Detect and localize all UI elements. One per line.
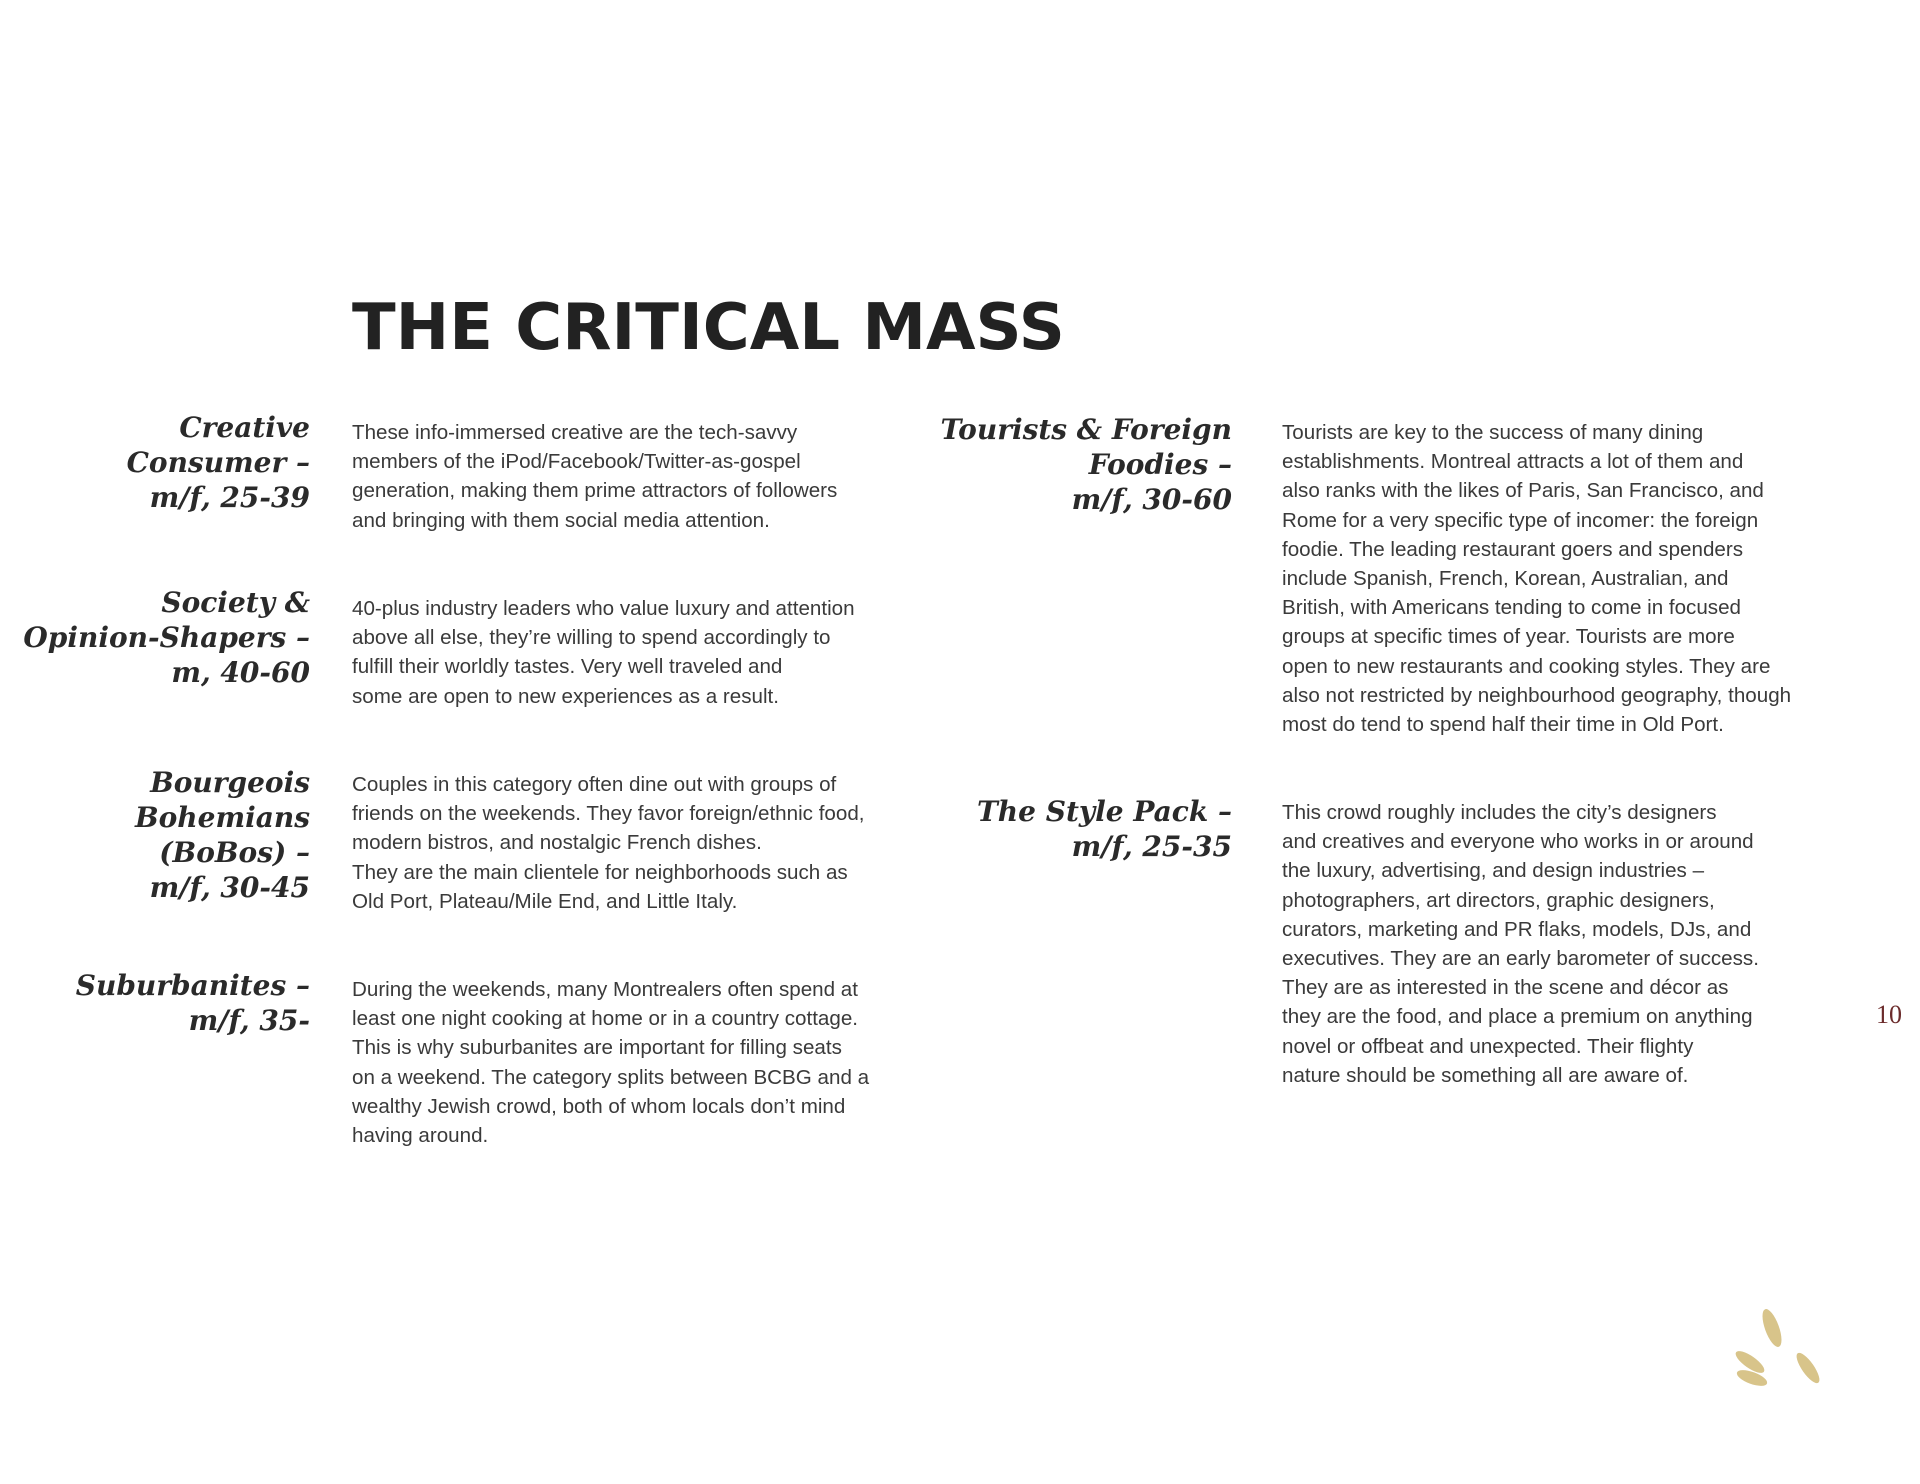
segment-body-line: Old Port, Plateau/Mile End, and Little Italy. xyxy=(352,889,738,913)
segment-label-line: Foodies – xyxy=(1088,448,1232,481)
segment-body-line: they are the food, and place a premium on anything xyxy=(1282,1005,1753,1029)
segment-label-society-opinion-shapers xyxy=(23,585,310,690)
segment-body-line: on a weekend. The category splits between BCBG and a xyxy=(352,1065,870,1089)
segment-body-tourists-foreign-foodies xyxy=(1282,418,1791,739)
segment-body-line: having around. xyxy=(352,1124,489,1148)
segment-label-line: Consumer – xyxy=(126,446,310,479)
segment-body-line: and bringing with them social media attention. xyxy=(352,508,770,532)
segment-body-line: most do tend to spend half their time in Old Port. xyxy=(1282,713,1724,737)
segment-body-line: Tourists are key to the success of many dining xyxy=(1282,421,1704,444)
segment-body-society-opinion-shapers xyxy=(352,594,855,711)
page-title: THE CRITICAL MASS xyxy=(352,291,1065,365)
segment-body-line: establishments. Montreal attracts a lot of them and xyxy=(1282,450,1744,474)
segment-label-line: Society & xyxy=(161,586,310,619)
segment-label-line: m/f, 35- xyxy=(188,1004,310,1037)
segment-body-line: These info-immersed creative are the tech-savvy xyxy=(352,421,798,444)
segment-label-style-pack xyxy=(977,794,1232,864)
segment-label-line: Bourgeois xyxy=(150,766,310,799)
segment-label-line: Suburbanites – xyxy=(75,969,310,1002)
page-number: 10 xyxy=(1876,1000,1902,1029)
segment-body-line: some are open to new experiences as a result. xyxy=(352,684,779,708)
segment-body-style-pack xyxy=(1282,798,1759,1090)
segment-label-line: The Style Pack – xyxy=(976,795,1232,828)
segment-body-line: Couples in this category often dine out with groups of xyxy=(352,773,837,796)
segment-body-line: foodie. The leading restaurant goers and spenders xyxy=(1282,537,1744,561)
segment-body-line: above all else, they’re willing to spend accordingly to xyxy=(352,626,831,650)
segment-body-creative-consumer xyxy=(352,418,837,535)
segment-body-line: nature should be something all are aware of. xyxy=(1282,1063,1689,1087)
segment-label-tourists-foreign-foodies xyxy=(941,412,1232,517)
segment-label-creative-consumer xyxy=(127,410,310,515)
segment-label-line: Creative xyxy=(179,411,310,444)
leaf-shape xyxy=(1759,1307,1786,1349)
segment-body-line: wealthy Jewish crowd, both of whom locals don’t mind xyxy=(352,1094,846,1118)
leaves-icon xyxy=(1700,1300,1830,1400)
segment-label-line: Opinion-Shapers – xyxy=(23,621,310,654)
segment-label-line: Tourists & Foreign xyxy=(940,413,1232,446)
segment-body-line: generation, making them prime attractors of followers xyxy=(352,479,838,503)
segment-label-bourgeois-bohemians xyxy=(135,765,310,905)
segment-body-line: They are as interested in the scene and décor as xyxy=(1282,976,1729,1000)
segment-body-line: groups at specific times of year. Tourists are more xyxy=(1282,625,1735,649)
segment-label-line: (BoBos) – xyxy=(159,836,310,869)
segment-body-line: British, with Americans tending to come in focused xyxy=(1282,596,1742,620)
segment-body-line: This crowd roughly includes the city’s designers xyxy=(1282,801,1717,824)
segment-body-line: least one night cooking at home or in a country cottage. xyxy=(352,1007,859,1031)
segment-body-line: include Spanish, French, Korean, Australian, and xyxy=(1282,567,1729,591)
segment-body-line: modern bistros, and nostalgic French dishes. xyxy=(352,831,762,855)
segment-label-line: m/f, 25-39 xyxy=(149,481,310,514)
segment-label-line: m/f, 25-35 xyxy=(1071,830,1232,863)
segment-body-line: photographers, art directors, graphic designers, xyxy=(1282,888,1715,912)
segment-body-line: also not restricted by neighbourhood geography, though xyxy=(1282,683,1792,707)
segment-label-line: m/f, 30-45 xyxy=(149,871,310,904)
segment-body-line: and creatives and everyone who works in or around xyxy=(1282,830,1754,854)
segment-body-bourgeois-bohemians xyxy=(352,770,865,916)
segment-body-line: friends on the weekends. They favor foreign/ethnic food, xyxy=(352,802,865,826)
segment-label-suburbanites xyxy=(76,968,310,1038)
segment-body-line: 40-plus industry leaders who value luxury and attention xyxy=(352,597,855,620)
segment-body-line: They are the main clientele for neighborhoods such as xyxy=(352,860,848,884)
segment-body-line: During the weekends, many Montrealers often spend at xyxy=(352,978,858,1001)
segment-body-line: This is why suburbanites are important for filling seats xyxy=(352,1036,842,1060)
segment-body-line: open to new restaurants and cooking styles. They are xyxy=(1282,654,1771,678)
segment-body-line: Rome for a very specific type of incomer: the foreign xyxy=(1282,508,1759,532)
segment-body-line: also ranks with the likes of Paris, San Francisco, and xyxy=(1282,479,1764,503)
segment-body-suburbanites xyxy=(352,975,869,1150)
segment-body-line: the luxury, advertising, and design industries – xyxy=(1282,859,1705,883)
segment-body-line: novel or offbeat and unexpected. Their flighty xyxy=(1282,1034,1694,1058)
segment-label-line: m/f, 30-60 xyxy=(1071,483,1232,516)
segment-label-line: Bohemians xyxy=(134,801,310,834)
segment-body-line: executives. They are an early barometer of success. xyxy=(1282,947,1759,971)
segment-label-line: m, 40-60 xyxy=(171,656,310,689)
segment-body-line: fulfill their worldly tastes. Very well traveled and xyxy=(352,655,783,679)
segment-body-line: curators, marketing and PR flaks, models, DJs, and xyxy=(1282,917,1752,941)
segment-body-line: members of the iPod/Facebook/Twitter-as-gospel xyxy=(352,450,801,474)
leaf-shape xyxy=(1793,1350,1823,1386)
